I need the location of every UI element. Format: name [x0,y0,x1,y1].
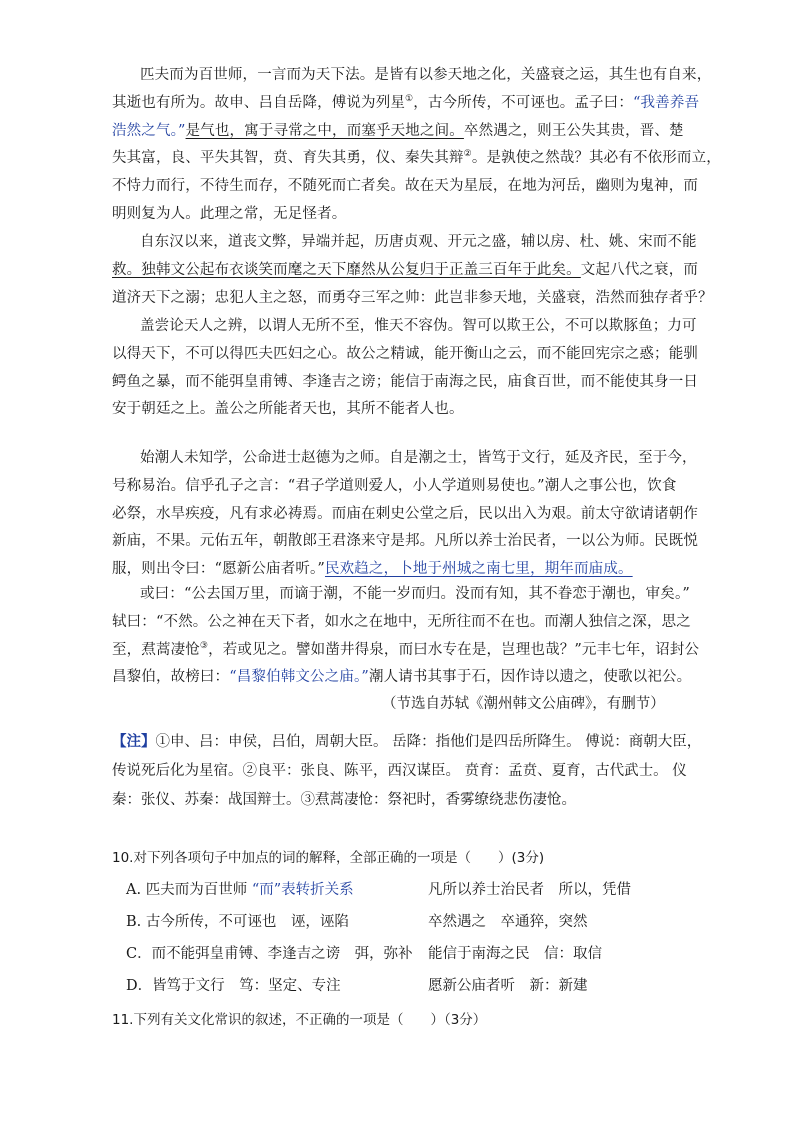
text-line: 匹夫而为百世师，一言而为天下法。是皆有以参天地之化，关盛衰之运，其生也有自来， [140,67,712,83]
footnote-mark: ① [405,93,414,104]
footnotes [112,727,702,815]
option-a-left: A. 匹夫而为百世师 “而”表转折关系 [126,882,354,898]
note-line: 秦：张仪、苏秦：战国辩士。③焄蒿凄怆：祭祀时，香雾缭绕悲伤凄怆。 [112,792,576,808]
underlined-sentence: 是气也，寓于寻常之中，而塞乎天地之间。 [185,122,464,139]
text-line: 明则复为人。此理之常，无足怪者。 [112,205,347,222]
text-line: 始潮人未知学，公命进士赵德为之师。自是潮之士，皆笃于文行，延及齐民，至于今， [140,450,697,466]
quote-highlight: “我善养吾 [632,94,700,111]
text-line: 新庙，不果。元佑五年，朝散郎王君涤来守是邦。凡所以养士治民者，一以公为师。民既悦 [112,533,698,550]
option-c-right: 能信于南海之民 信：取信 [428,946,602,962]
text-line: 服，则出令曰：“愿新公庙者听。”民欢趋之，卜地于州城之南七里，期年而庙成。 [112,561,633,578]
paragraph-4 [112,445,698,584]
underlined-sentence: 民欢趋之，卜地于州城之南七里，期年而庙成。 [324,561,633,578]
text-line: 号称易治。信乎孔子之言：“君子学道则爱人，小人学道则易使也。”潮人之事公也，饮食 [112,477,677,494]
paragraph-5 [112,581,700,692]
quote-highlight: “昌黎伯韩文公之庙。” [229,669,369,686]
paragraph-1 [112,62,721,229]
text-line: 昌黎伯，故榜曰：“昌黎伯韩文公之庙。”潮人请书其事于石，因作诗以遗之，使歌以祀公。 [112,669,692,686]
option-b-left: B. 古今所传，不可诬也 诬，诬陷 [126,914,349,930]
footnote-mark: ② [463,149,472,160]
text-line: 以得天下，不可以得匹夫匹妇之心。故公之精诚，能开衡山之云，而不能回宪宗之惑；能驯 [112,345,698,362]
text-line: 必祭，水旱疾疫，凡有求必祷焉。而庙在刺史公堂之后，民以出入为艰。前太守欲请诸朝作 [112,505,698,522]
text-line: 自东汉以来，道丧文弊，异端并起，历唐贞观、开元之盛，辅以房、杜、姚、宋而不能 [140,234,697,250]
text-line: 其逝也有所为。故申、吕自岳降，傅说为列星①，古今所传，不可诬也。孟子曰：“我善养吾 [112,93,700,111]
option-c-left: C．而不能弭皇甫镈、李逢吉之谤 弭，弥补 [126,946,413,962]
text-line: 安于朝廷之上。盖公之所能者天也，其所不能者人也。 [112,401,464,418]
source-citation: （节选自苏轼《潮州韩文公庙碑》，有删节） [382,696,665,712]
note-label: 【注】 [112,733,156,750]
footnote-mark: ③ [199,640,209,651]
text-line: 救。独韩文公起布衣谈笑而麾之天下靡然从公复归于正盖三百年于此矣。文起八代之衰，而 [112,261,698,278]
option-a-right: 凡所以养士治民者 所以，凭借 [428,882,631,898]
text-line: 鳄鱼之暴，而不能弭皇甫镈、李逢吉之谤；能信于南海之民，庙食百世，而不能使其身一日 [112,373,698,390]
option-highlight: “而”表转折关系 [251,882,354,898]
text-line: 道济天下之溺；忠犯人主之怒，而勇夺三军之帅：此岂非参天地，关盛衰，浩然而独存者乎？ [112,289,713,306]
option-b-right: 卒然遇之 卒通猝，突然 [428,914,588,930]
option-d-left: D．皆笃于文行 笃：坚定、专注 [126,978,341,994]
paragraph-3 [112,313,698,424]
paragraph-2 [112,229,713,312]
option-d-right: 愿新公庙者听 新：新建 [428,978,588,994]
text-line: 轼曰：“不然。公之神在天下者，如水之在地中，无所往而不在也。而潮人独信之深，思之 [112,613,691,630]
underlined-sentence: 救。独韩文公起布衣谈笑而麾之天下靡然从公复归于正盖三百年于此矣。 [112,261,581,278]
text-line: 至，焄蒿凄怆③，若或见之。譬如凿井得泉，而曰水专在是，岂理也哉？”元丰七年，诏封公 [112,640,700,658]
quote-highlight: 浩然之气。” [112,122,186,139]
text-line: 不恃力而行，不待生而存，不随死而亡者矣。故在天为星辰，在地为河岳，幽则为鬼神，而 [112,178,698,195]
text-line: 盖尝论天人之辨，以谓人无所不至，惟天不容伪。智可以欺王公，不可以欺豚鱼；力可 [140,318,697,334]
question-11-stem: 11.下列有关文化常识的叙述，不正确的一项是（ ）（3分） [112,1012,487,1028]
text-line: 浩然之气。”是气也，寓于寻常之中，而塞乎天地之间。卒然遇之，则王公失其贵，晋、楚 [112,122,684,139]
note-line: 【注】①申、吕：申侯，吕伯，周朝大臣。 岳降：指他们是四岳所降生。 傅说：商朝大臣， [112,733,702,750]
text-line: 失其富，良、平失其智，贲、育失其勇，仪、秦失其辩②。是孰使之然哉？其必有不依形而立， [112,149,721,167]
text-line: 或曰：“公去国万里，而谪于潮，不能一岁而归。没而有知，其不眷恋于潮也，审矣。” [140,586,690,602]
note-line: 传说死后化为星宿。②良平：张良、陈平，西汉谋臣。 贲育：孟贲、夏育，古代武士。 仪 [112,763,687,779]
question-10-stem: 10.对下列各项句子中加点的词的解释，全部正确的一项是（ ）(3分) [112,850,545,866]
